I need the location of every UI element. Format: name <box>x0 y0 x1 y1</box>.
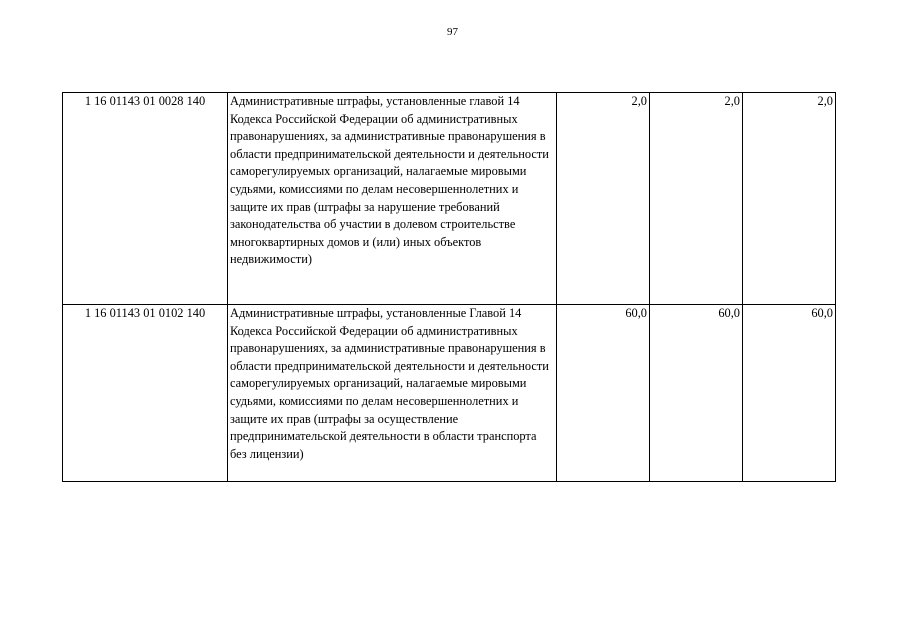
value-cell-year-2: 60,0 <box>650 305 743 482</box>
description-cell: Административные штрафы, установленные Главой 14 Кодекса Российской Федерации об административных правонарушениях, за административные правонарушения в области предпринимательской деятельности и деятельности саморегулируемых организаций, налагаемые мировыми судьями, комиссиями по делам несовершеннолетних и защите их прав (штрафы за осуществление предпринимательской деятельности в области транспорта без лицензии) <box>228 305 557 482</box>
page-number: 97 <box>447 26 458 38</box>
description-cell: Административные штрафы, установленные главой 14 Кодекса Российской Федерации об административных правонарушениях, за административные правонарушения в области предпринимательской деятельности и деятельности саморегулируемых организаций, налагаемые мировыми судьями, комиссиями по делам несовершеннолетних и защите их прав (штрафы за нарушение требований законодательства об участии в долевом строительстве многоквартирных домов и (или) иных объектов недвижимости) <box>228 93 557 305</box>
value-cell-year-3: 2,0 <box>743 93 836 305</box>
budget-code-cell: 1 16 01143 01 0102 140 <box>63 305 228 482</box>
value-cell-year-2: 2,0 <box>650 93 743 305</box>
table-row <box>63 93 836 305</box>
table-row <box>63 305 836 482</box>
budget-code-cell: 1 16 01143 01 0028 140 <box>63 93 228 305</box>
value-cell-year-1: 60,0 <box>557 305 650 482</box>
budget-table <box>62 92 836 482</box>
value-cell-year-1: 2,0 <box>557 93 650 305</box>
value-cell-year-3: 60,0 <box>743 305 836 482</box>
